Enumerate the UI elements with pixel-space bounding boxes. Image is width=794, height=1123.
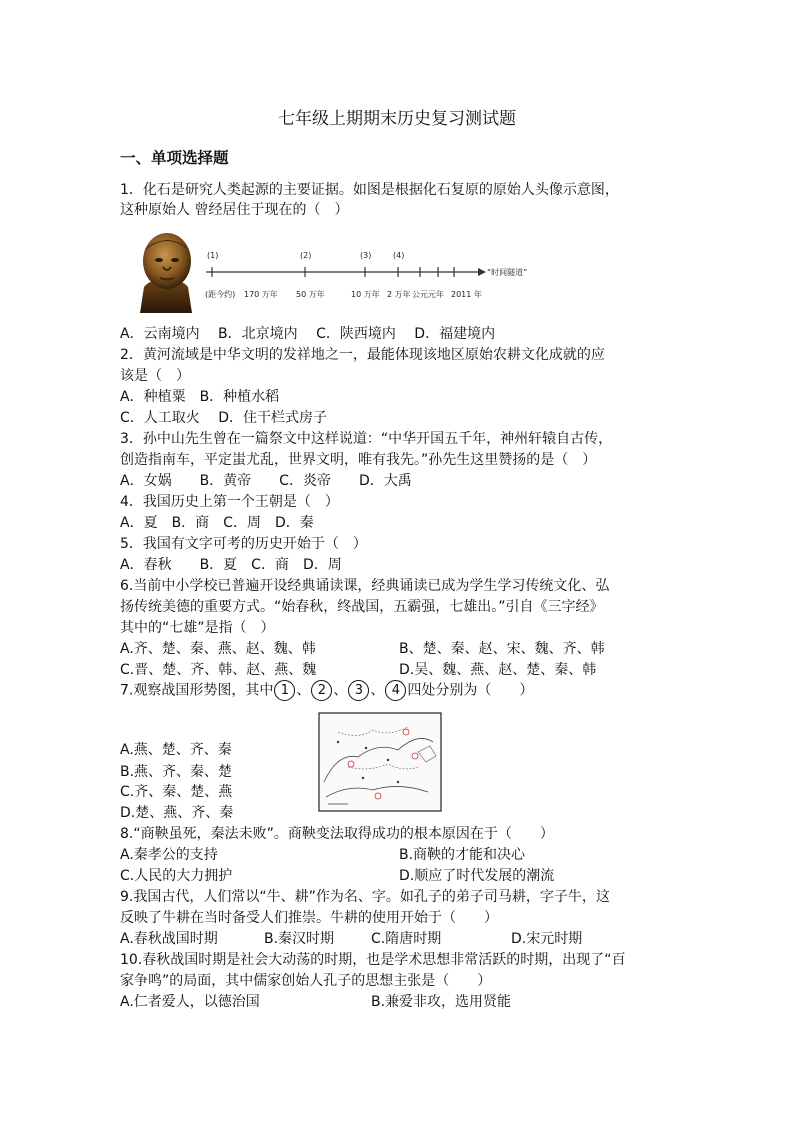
q8-option-d: D.顺应了时代发展的潮流 xyxy=(399,868,555,884)
q4-options: A．夏 B．商 C．周 D．秦 xyxy=(120,515,314,531)
timeline-tick-label: 2011 年 xyxy=(451,290,482,299)
q10-option-b: B.兼爱非攻，选用贤能 xyxy=(371,994,512,1010)
timeline-arrowhead xyxy=(478,268,486,276)
timeline-marker-2: (2) xyxy=(300,251,312,260)
q8-option-c: C.人民的大力拥护 xyxy=(120,868,233,884)
q4-stem: 4．我国历史上第一个王朝是（ ） xyxy=(120,494,339,510)
q2-options-line2: C．人工取火 D．住干栏式房子 xyxy=(120,410,328,426)
section-heading: 一、单项选择题 xyxy=(120,149,229,167)
timeline-tick-label: 公元元年 xyxy=(412,290,444,299)
q9-option-c: C.隋唐时期 xyxy=(371,931,442,947)
q7-option-d: D.楚、燕、齐、秦 xyxy=(120,805,234,821)
timeline-tick-label: (距今约) xyxy=(205,290,236,299)
q7-option-a: A.燕、楚、齐、秦 xyxy=(120,742,232,758)
timeline-marker-4: (4) xyxy=(393,251,405,260)
timeline-diagram xyxy=(200,240,535,302)
q8-option-a: A.秦孝公的支持 xyxy=(120,847,218,863)
q7-stem-suffix: 四处分别为（ ） xyxy=(407,682,534,699)
q9-option-a: A.春秋战国时期 xyxy=(120,931,218,947)
timeline-tick-label: 2 万年 xyxy=(387,290,411,299)
q7-separator: 、 xyxy=(296,682,311,699)
q1-stem-line1: 1．化石是研究人类起源的主要证据。如图是根据化石复原的原始人头像示意图， xyxy=(120,182,619,198)
timeline-tick-label: 170 万年 xyxy=(244,290,278,299)
q5-stem: 5．我国有文字可考的历史开始于（ ） xyxy=(120,536,367,552)
circled-number-2: 2 xyxy=(311,680,332,701)
q6-stem-line1: 6.当前中小学校已普遍开设经典诵读课，经典诵读已成为学生学习传统文化、弘 xyxy=(120,578,610,594)
q7-option-c: C.齐、秦、楚、燕 xyxy=(120,784,233,800)
circled-number-4: 4 xyxy=(385,680,406,701)
timeline-marker-1: (1) xyxy=(207,251,219,260)
timeline-arrow-label: “时间隧道” xyxy=(487,268,528,277)
circled-number-1: 1 xyxy=(274,680,295,701)
q9-stem-line2: 反映了牛耕在当时备受人们推崇。牛耕的使用开始于（ ） xyxy=(120,910,498,926)
q7-option-b: B.燕、齐、秦、楚 xyxy=(120,764,233,780)
q7-stem-prefix: 7.观察战国形势图，其中 xyxy=(120,682,274,699)
q3-options: A．女娲 B．黄帝 C．炎帝 D．大禹 xyxy=(120,473,412,489)
timeline-tick-label: 10 万年 xyxy=(351,290,380,299)
q6-option-c: C.晋、楚、齐、韩、赵、燕、魏 xyxy=(120,662,317,678)
q2-stem-line2: 该是（ ） xyxy=(120,368,190,384)
q2-stem-line1: 2．黄河流域是中华文明的发祥地之一，最能体现该地区原始农耕文化成就的应 xyxy=(120,347,605,363)
q6-stem-line2: 扬传统美德的重要方式。“始春秋，终战国，五霸强，七雄出。”引自《三字经》 xyxy=(120,599,604,615)
q7-separator: 、 xyxy=(333,682,348,699)
q1-options: A．云南境内 B．北京境内 C．陕西境内 D．福建境内 xyxy=(120,326,496,342)
q9-option-b: B.秦汉时期 xyxy=(264,931,335,947)
q10-stem-line2: 家争鸣”的局面，其中儒家创始人孔子的思想主张是（ ） xyxy=(120,973,492,989)
q7-separator: 、 xyxy=(370,682,385,699)
timeline-marker-3: (3) xyxy=(360,251,372,260)
q8-stem: 8.“商鞅虽死，秦法未败”。商鞅变法取得成功的根本原因在于（ ） xyxy=(120,826,554,842)
exam-title: 七年级上期期末历史复习测试题 xyxy=(278,109,516,129)
warring-states-map xyxy=(318,712,442,812)
q1-stem-line2: 这种原始人 曾经居住于现在的（ ） xyxy=(120,202,349,218)
q9-stem-line1: 9.我国古代，人们常以“牛、耕”作为名、字。如孔子的弟子司马耕，字子牛，这 xyxy=(120,889,610,905)
q6-stem-line3: 其中的“七雄”是指（ ） xyxy=(120,620,275,636)
q8-option-b: B.商鞅的才能和决心 xyxy=(399,847,526,863)
q6-option-b: B、楚、秦、赵、宋、魏、齐、韩 xyxy=(399,641,605,657)
q6-option-a: A.齐、楚、秦、燕、赵、魏、韩 xyxy=(120,641,316,657)
q3-stem-line1: 3．孙中山先生曾在一篇祭文中这样说道：“中华开国五千年，神州轩辕自古传， xyxy=(120,431,613,447)
timeline-tick-label: 50 万年 xyxy=(296,290,325,299)
q9-option-d: D.宋元时期 xyxy=(511,931,583,947)
q10-option-a: A.仁者爱人，以德治国 xyxy=(120,994,260,1010)
q2-options-line1: A．种植粟 B．种植水稻 xyxy=(120,389,280,405)
q6-option-d: D.吴、魏、燕、赵、楚、秦、韩 xyxy=(399,662,597,678)
q10-stem-line1: 10.春秋战国时期是社会大动荡的时期，也是学术思想非常活跃的时期，出现了“百 xyxy=(120,952,626,968)
q7-stem xyxy=(120,680,533,701)
q5-options: A．春秋 B．夏 C．商 D．周 xyxy=(120,557,342,573)
q3-stem-line2: 创造指南车，平定蚩尤乱，世界文明，唯有我先。”孙先生这里赞扬的是（ ） xyxy=(120,452,597,468)
primitive-human-bust-image xyxy=(130,227,202,315)
circled-number-3: 3 xyxy=(348,680,369,701)
